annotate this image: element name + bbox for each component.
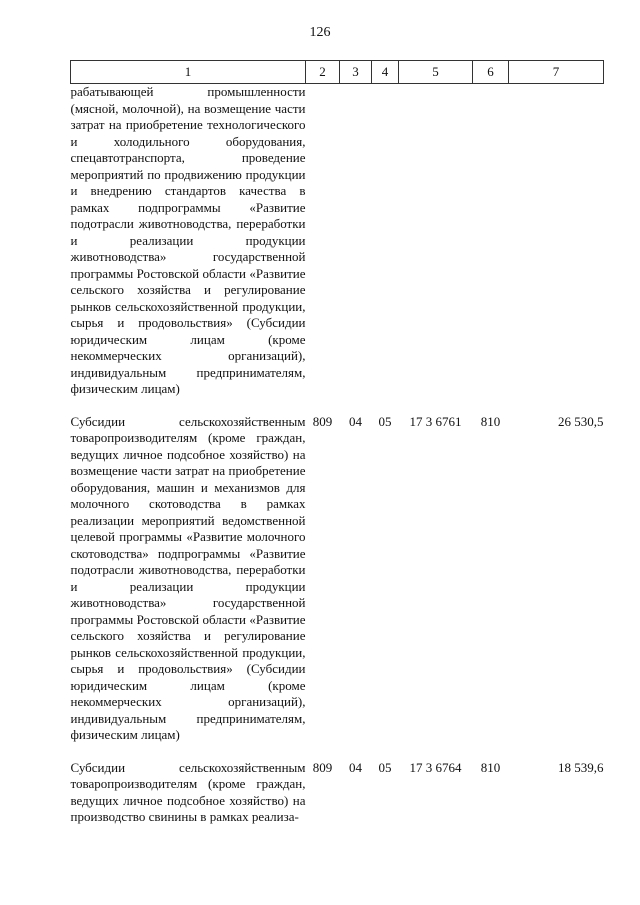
row-target-article: 17 3 6764 (409, 759, 462, 775)
row-ministry: 809 (312, 413, 333, 429)
row-target-article (399, 84, 473, 398)
row-ministry (306, 84, 340, 398)
row-subsection (372, 84, 399, 398)
row-expense-type: 810 (480, 413, 501, 429)
row-description: Субсидии сельскохозяйственным товаропроизводителям (кроме граждан, ведущих личное подсобное хозяйство) на возмещение части затрат на приобретение оборудования, машин и механизмов для молочного скотоводства в рамках реализации мероприятий ведомственной целевой программы «Развитие молочного скотоводства» подпрограммы «Развитие подотрасли животноводства, переработки и реализации продукции животноводства» государственной программы Ростовской области «Развитие сельского хозяйства и регулирование рынков сельскохозяйственной продукции, сырья и продовольствия» (Субсидии юридическим лицам (кроме некоммерческих организаций), индивидуальным предпринимателям, физическим лицам) (70, 413, 306, 742)
row-amount: 18 539,6 (558, 759, 604, 775)
column-header-2: 2 (306, 61, 340, 84)
row-target-article: 17 3 6761 (409, 413, 462, 429)
table-header-row (71, 61, 604, 84)
column-header-1: 1 (71, 61, 306, 84)
budget-table (70, 60, 604, 826)
row-subsection: 05 (378, 413, 392, 429)
row-spacer (71, 398, 604, 414)
column-header-5: 5 (399, 61, 473, 84)
row-section: 04 (349, 759, 362, 775)
table-row (71, 84, 604, 398)
row-description: Субсидии сельскохозяйственным товаропроизводителям (кроме граждан, ведущих личное подсобное хозяйство) на производство свинины в рамках реализа- (70, 759, 306, 824)
row-section (340, 84, 372, 398)
row-description: рабатывающей промышленности (мясной, молочной), на возмещение части затрат на приобретение технологического и холодильного оборудования, спецавтотранспорта, проведение мероприятий по продвижению продукции и внедрению стандартов качества в рамках подпрограммы «Развитие подотрасли животноводства, переработки и реализации продукции животноводства» государственной программы Ростовской области «Развитие сельского хозяйства и регулирование рынков сельскохозяйственной продукции, сырья и продовольствия» (Субсидии юридическим лицам (кроме некоммерческих организаций), индивидуальным предпринимателям, физическим лицам) (70, 84, 306, 396)
column-header-6: 6 (473, 61, 509, 84)
table-row (71, 414, 604, 744)
table-row (71, 760, 604, 826)
page-number: 126 (309, 25, 331, 40)
row-amount (509, 84, 604, 398)
column-header-3: 3 (340, 61, 372, 84)
row-section: 04 (349, 413, 362, 429)
row-ministry: 809 (312, 759, 333, 775)
row-expense-type (473, 84, 509, 398)
row-subsection: 05 (378, 759, 392, 775)
row-spacer (71, 744, 604, 760)
row-amount: 26 530,5 (558, 413, 604, 429)
row-expense-type: 810 (480, 759, 501, 775)
column-header-4: 4 (372, 61, 399, 84)
column-header-7: 7 (509, 61, 604, 84)
